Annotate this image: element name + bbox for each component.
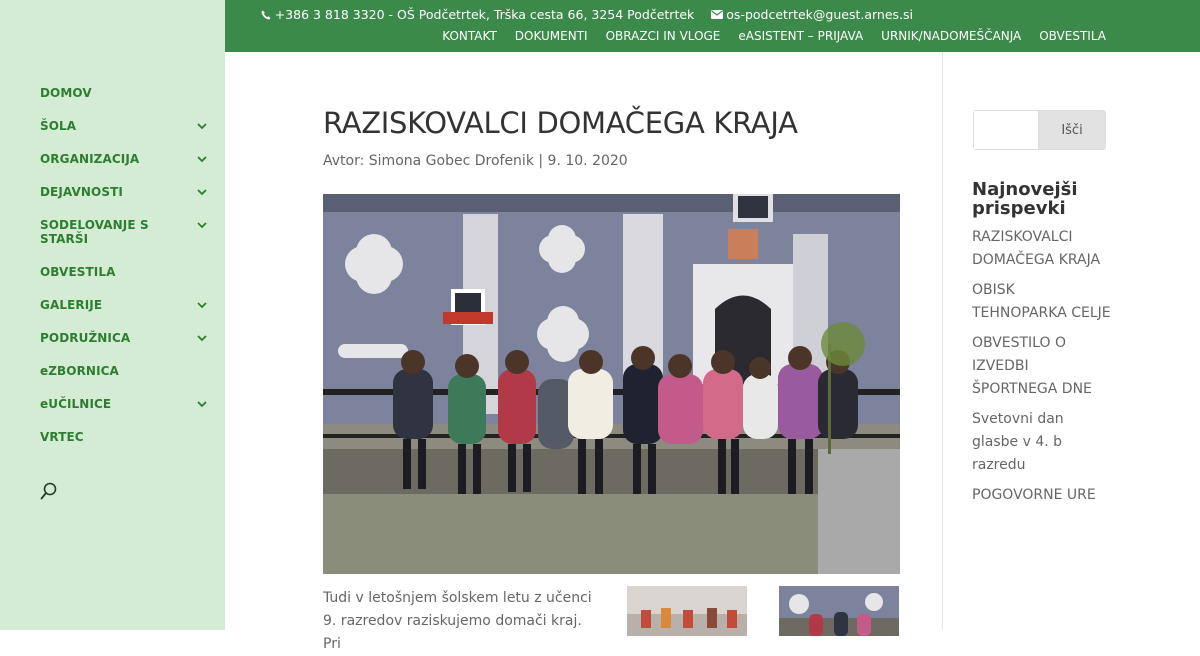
- recent-post-link[interactable]: Svetovni dan glasbe v 4. b razredu: [972, 411, 1064, 473]
- top-nav: [442, 29, 1106, 43]
- chevron-down-icon[interactable]: [196, 331, 208, 345]
- envelope-icon: [710, 8, 724, 22]
- contact-line: [259, 7, 913, 22]
- chevron-down-icon[interactable]: [196, 298, 208, 312]
- sidebar-item-label: SODELOVANJE S STARŠI: [40, 218, 149, 246]
- top-nav-link[interactable]: KONTAKT: [442, 29, 497, 43]
- post-meta: Avtor: Simona Gobec Drofenik | 9. 10. 2020: [323, 153, 628, 169]
- email-link[interactable]: [710, 7, 913, 22]
- featured-image[interactable]: [323, 194, 900, 574]
- top-nav-link[interactable]: URNIK/NADOMEŠČANJA: [881, 29, 1022, 43]
- sidebar-item-5[interactable]: [40, 265, 210, 279]
- sidebar-item-0[interactable]: [40, 86, 210, 100]
- top-nav-link[interactable]: OBRAZCI IN VLOGE: [605, 29, 721, 43]
- sidebar-item-1[interactable]: [40, 119, 210, 133]
- top-bar: [225, 0, 1200, 52]
- top-nav-link[interactable]: eASISTENT – PRIJAVA: [738, 29, 864, 43]
- chevron-down-icon[interactable]: [196, 152, 208, 166]
- sidebar-item-label: ORGANIZACIJA: [40, 152, 140, 166]
- email-text: os-podcetrtek@guest.arnes.si: [726, 7, 913, 22]
- sidebar-item-label: OBVESTILA: [40, 265, 116, 279]
- sidebar-item-6[interactable]: [40, 298, 210, 312]
- sidebar-nav: [40, 86, 210, 463]
- sidebar-item-label: VRTEC: [40, 430, 84, 444]
- chevron-down-icon[interactable]: [196, 119, 208, 133]
- recent-posts-list: [972, 226, 1112, 514]
- sidebar-item-8[interactable]: [40, 364, 210, 378]
- search-form: [973, 110, 1106, 150]
- recent-post-link[interactable]: OBVESTILO O IZVEDBI ŠPORTNEGA DNE: [972, 335, 1092, 397]
- chevron-down-icon[interactable]: [196, 397, 208, 411]
- sidebar-item-3[interactable]: [40, 185, 210, 199]
- sidebar-item-label: PODRUŽNICA: [40, 331, 131, 345]
- top-nav-link[interactable]: DOKUMENTI: [514, 29, 588, 43]
- sidebar-item-10[interactable]: [40, 430, 210, 444]
- search-input[interactable]: [974, 111, 1038, 149]
- sidebar-item-9[interactable]: [40, 397, 210, 411]
- recent-post-link[interactable]: OBISK TEHNOPARKA CELJE: [972, 282, 1111, 321]
- recent-post-link[interactable]: POGOVORNE URE: [972, 487, 1096, 503]
- sidebar-item-7[interactable]: [40, 331, 210, 345]
- sidebar-item-label: GALERIJE: [40, 298, 103, 312]
- sidebar-item-label: ŠOLA: [40, 119, 77, 133]
- chevron-down-icon[interactable]: [196, 218, 208, 232]
- sidebar-item-label: DEJAVNOSTI: [40, 185, 123, 199]
- gallery-thumbnail[interactable]: [627, 586, 747, 636]
- chevron-down-icon[interactable]: [196, 185, 208, 199]
- sidebar: [0, 0, 225, 630]
- post-intro: Tudi v letošnjem šolskem letu z učenci 9. razredov raziskujemo domači kraj. Pri: [323, 590, 592, 652]
- sidebar-item-label: eZBORNICA: [40, 364, 119, 378]
- sidebar-item-2[interactable]: [40, 152, 210, 166]
- post-title[interactable]: RAZISKOVALCI DOMAČEGA KRAJA: [323, 106, 798, 140]
- recent-posts-title: Najnovejši prispevki: [972, 179, 1078, 219]
- sidebar-item-4[interactable]: [40, 218, 210, 246]
- phone-address: +386 3 818 3320 - OŠ Podčetrtek, Trška cesta 66, 3254 Podčetrtek: [274, 7, 695, 22]
- top-nav-link[interactable]: OBVESTILA: [1039, 29, 1106, 43]
- phone-icon: [259, 8, 273, 22]
- sidebar-item-label: eUČILNICE: [40, 397, 112, 411]
- search-icon[interactable]: [40, 482, 60, 502]
- sidebar-item-label: DOMOV: [40, 86, 92, 100]
- recent-post-link[interactable]: RAZISKOVALCI DOMAČEGA KRAJA: [972, 229, 1101, 268]
- content-divider: [942, 52, 943, 630]
- gallery-thumbnail[interactable]: [779, 586, 899, 636]
- search-button[interactable]: Išči: [1038, 111, 1105, 149]
